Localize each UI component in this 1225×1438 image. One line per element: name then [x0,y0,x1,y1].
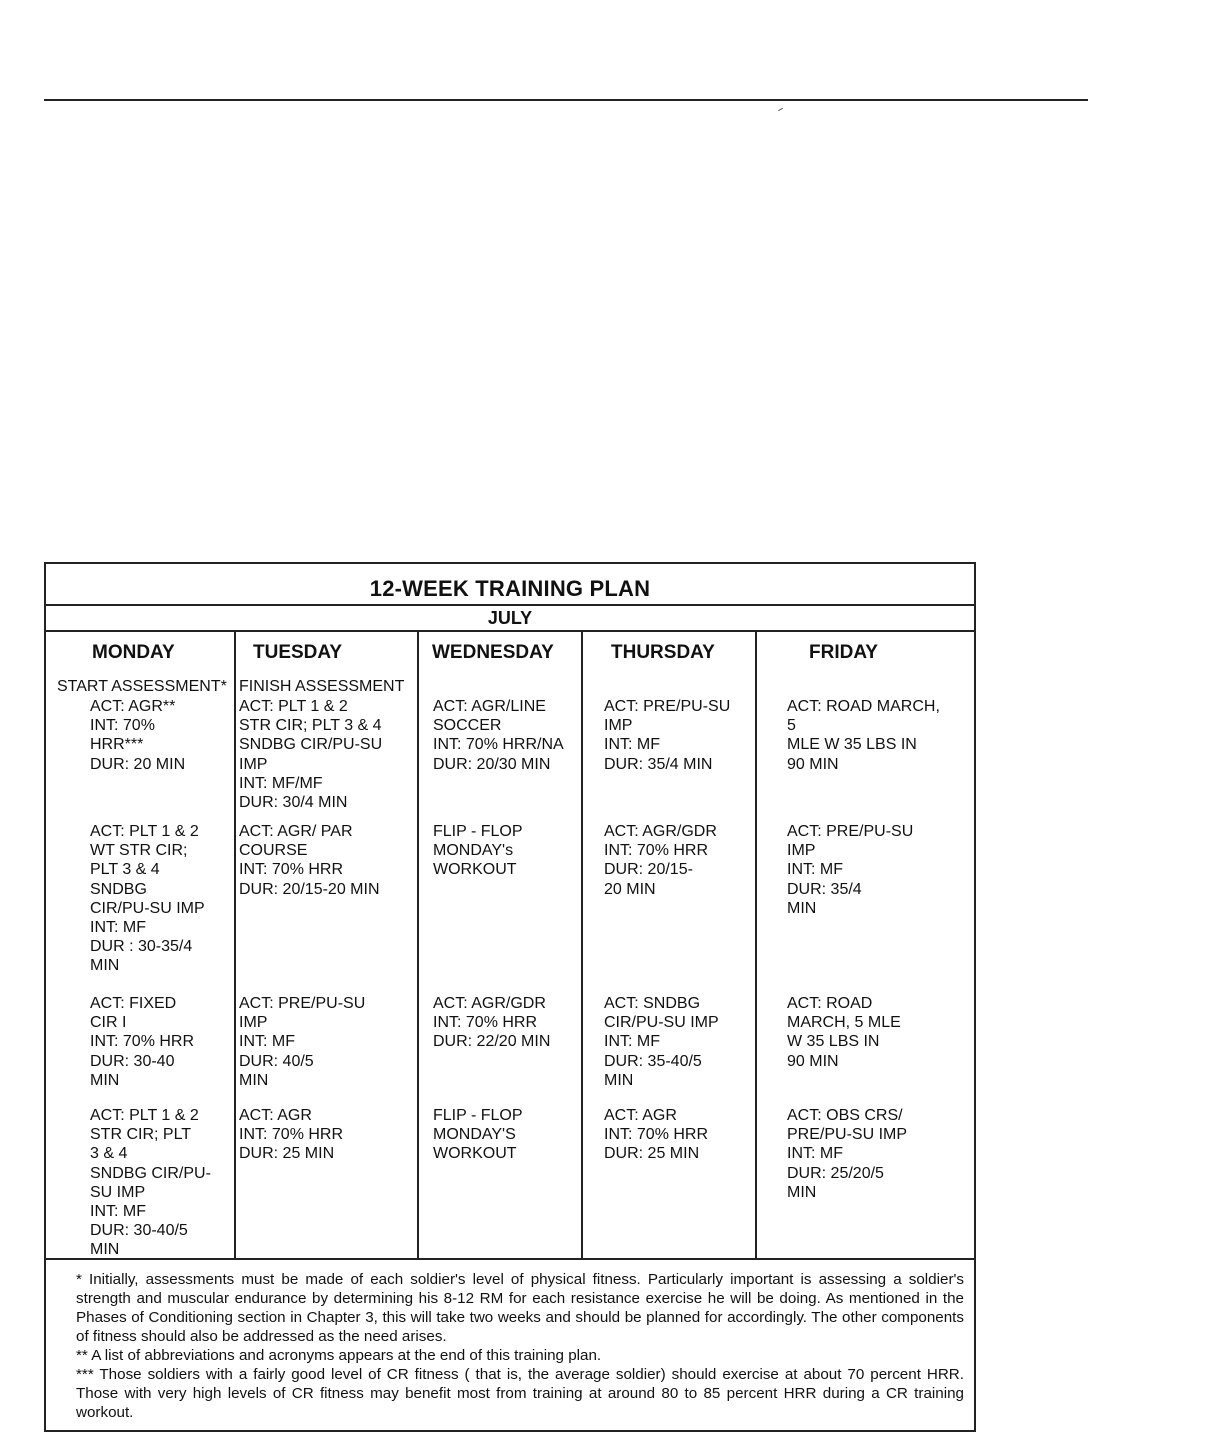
workout-cell: ACT: PLT 1 & 2 STR CIR; PLT 3 & 4 SNDBG CIR/PU-SU IMP INT: MF/MF DUR: 30/4 MIN [239,698,383,812]
workout-cell: ACT: AGR/ PAR COURSE INT: 70% HRR DUR: 20/15-20 MIN [239,823,380,898]
workout-cell: ACT: PRE/PU-SU IMP INT: MF DUR: 40/5 MIN [239,995,366,1089]
workout-cell: ACT: AGR/LINE SOCCER INT: 70% HRR/NA DUR: 20/30 MIN [433,698,564,773]
workout-cell: ACT: AGR** INT: 70% HRR*** DUR: 20 MIN [90,698,186,773]
workout-cell: ACT: ROAD MARCH, 5 MLE W 35 LBS IN 90 MIN [787,995,901,1070]
footnotes [76,1270,964,1422]
day-header-monday: MONDAY [92,642,175,663]
footnote-abbreviations: ** A list of abbreviations and acronyms appears at the end of this training plan. [76,1347,602,1364]
plan-title: 12-WEEK TRAINING PLAN [369,576,651,601]
stray-mark [778,108,783,111]
footnote-assessment: * Initially, assessments must be made of each soldier's level of physical fitness. Particularly important is assessing a soldier's strength and muscular endurance by determining his 8-12 RM for each resistance exercise he will be doing. As mentioned in the Phases of Conditioning section in Chapter 3, this will take two weeks and should be planned for accordingly. The other components of fitness should also be addressed as the need arises. [76,1271,964,1345]
page-top-rule [44,99,1088,101]
workout-cell: ACT: PRE/PU-SU IMP INT: MF DUR: 35/4 MIN [604,698,731,773]
day-header-tuesday: TUESDAY [253,642,343,663]
workout-cell: ACT: AGR INT: 70% HRR DUR: 25 MIN [604,1107,709,1163]
month-divider [46,630,974,632]
footnote-hrr: *** Those soldiers with a fairly good level of CR fitness ( that is, the average soldier) should exercise at about 70 percent HRR. Those with very high levels of CR fitness may benefit most from training at around 80 to 85 percent HRR during a CR training workout. [76,1366,964,1421]
workout-cell: ACT: PLT 1 & 2 WT STR CIR; PLT 3 & 4 SNDBG CIR/PU-SU IMP INT: MF DUR : 30-35/4 MIN [90,823,205,975]
day-header-thursday: THURSDAY [611,642,715,663]
workout-cell: ACT: OBS CRS/ PRE/PU-SU IMP INT: MF DUR: 25/20/5 MIN [787,1107,908,1201]
workout-cell: ACT: AGR/GDR INT: 70% HRR DUR: 22/20 MIN [433,995,551,1051]
workout-cell: ACT: AGR INT: 70% HRR DUR: 25 MIN [239,1107,344,1163]
tuesday-subheading: FINISH ASSESSMENT [239,678,405,695]
title-divider [46,604,974,606]
workout-cell: ACT: PRE/PU-SU IMP INT: MF DUR: 35/4 MIN [787,823,914,917]
workout-cell: FLIP - FLOP MONDAY'S WORKOUT [433,1107,523,1163]
column-divider [417,630,419,1260]
workout-cell: ACT: FIXED CIR I INT: 70% HRR DUR: 30-40 MIN [90,995,195,1089]
workout-cell: ACT: ROAD MARCH, 5 MLE W 35 LBS IN 90 MIN [787,698,940,773]
month-label: JULY [487,608,533,628]
workout-cell: FLIP - FLOP MONDAY's WORKOUT [433,823,523,879]
day-header-friday: FRIDAY [809,642,878,663]
workout-cell: ACT: AGR/GDR INT: 70% HRR DUR: 20/15- 20 MIN [604,823,717,898]
workout-cell: ACT: PLT 1 & 2 STR CIR; PLT 3 & 4 SNDBG CIR/PU- SU IMP INT: MF DUR: 30-40/5 MIN [90,1107,211,1259]
footnote-divider [46,1258,974,1260]
column-divider [755,630,757,1260]
column-divider [581,630,583,1260]
training-plan-table [44,562,976,1432]
monday-subheading: START ASSESSMENT* [57,678,227,695]
day-header-wednesday: WEDNESDAY [432,642,554,663]
column-divider [234,630,236,1260]
workout-cell: ACT: SNDBG CIR/PU-SU IMP INT: MF DUR: 35-40/5 MIN [604,995,719,1089]
